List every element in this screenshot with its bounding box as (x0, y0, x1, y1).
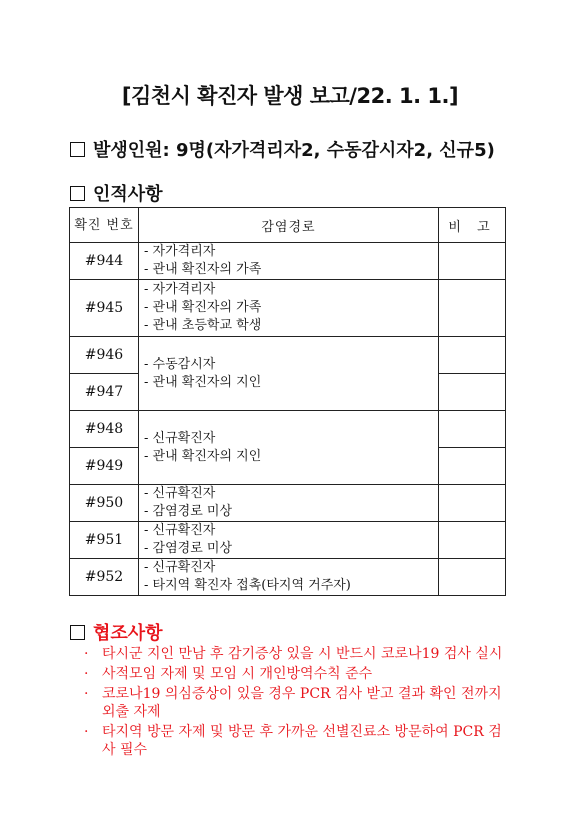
header-note: 비 고 (439, 208, 506, 243)
route-line: - 감염경로 미상 (144, 541, 233, 556)
table-row (70, 522, 506, 559)
note-text: 타시군 지인 만남 후 감기증상 있을 시 반드시 코로나19 검사 실시 (102, 646, 503, 662)
bullet-icon: · (84, 666, 89, 682)
route-line: - 관내 확진자의 가족 (144, 262, 262, 277)
infection-route (139, 559, 439, 596)
checkbox-square-icon (70, 625, 85, 640)
infection-route (139, 280, 439, 337)
route-line: - 관내 초등학교 학생 (144, 318, 262, 333)
list-item (84, 685, 514, 721)
note-cell (439, 374, 506, 411)
list-item (84, 665, 514, 683)
route-line: - 관내 확진자의 지인 (144, 448, 262, 464)
checkbox-square-icon (70, 142, 85, 157)
note-text: 코로나19 의심증상이 있을 경우 PCR 검사 받고 결과 확인 전까지 외출 자제 (102, 686, 502, 720)
case-number: #951 (70, 522, 139, 559)
note-cell (439, 522, 506, 559)
cooperation-list (84, 645, 514, 761)
header-route: 감염경로 (139, 208, 439, 243)
route-line: - 신규확진자 (144, 486, 216, 501)
route-line: - 신규확진자 (144, 430, 216, 446)
table-row (70, 411, 506, 448)
route-line: - 자가격리자 (144, 282, 216, 297)
report-title: [김천시 확진자 발생 보고/22. 1. 1.] (121, 84, 459, 108)
case-number: #948 (70, 411, 139, 448)
note-cell (439, 411, 506, 448)
section-cooperation (70, 619, 163, 645)
note-text: 타지역 방문 자제 및 방문 후 가까운 선별진료소 방문하여 PCR 검사 필수 (102, 724, 502, 758)
note-cell (439, 559, 506, 596)
case-number: #946 (70, 337, 139, 374)
case-number: #950 (70, 485, 139, 522)
case-number: #944 (70, 243, 139, 280)
header-case-number: 확진 번호 (70, 208, 139, 243)
route-line: - 자가격리자 (144, 244, 216, 259)
infection-route (139, 522, 439, 559)
note-cell (439, 243, 506, 280)
table-row (70, 485, 506, 522)
personal-heading: 인적사항 (93, 184, 163, 205)
route-line: - 관내 확진자의 가족 (144, 300, 262, 315)
infection-route (139, 485, 439, 522)
infection-route (139, 243, 439, 280)
occurrence-summary: 발생인원: 9명(자가격리자2, 수동감시자2, 신규5) (93, 140, 495, 161)
list-item (84, 723, 514, 759)
bullet-icon: · (84, 686, 89, 702)
case-number: #945 (70, 280, 139, 337)
table-row (70, 280, 506, 337)
case-number: #947 (70, 374, 139, 411)
cases-body (70, 243, 506, 596)
route-line: - 신규확진자 (144, 523, 216, 538)
route-line: - 타지역 확진자 접촉(타지역 거주자) (144, 578, 351, 593)
list-item (84, 645, 514, 663)
note-cell (439, 337, 506, 374)
cases-table (69, 207, 506, 596)
note-cell (439, 485, 506, 522)
table-row (70, 337, 506, 374)
route-line: - 수동감시자 (144, 356, 216, 372)
table-header-row (70, 208, 506, 243)
note-cell (439, 448, 506, 485)
case-number: #949 (70, 448, 139, 485)
bullet-icon: · (84, 646, 89, 662)
section-occurrence (70, 136, 495, 162)
infection-route (139, 337, 439, 411)
checkbox-square-icon (70, 186, 85, 201)
route-line: - 감염경로 미상 (144, 504, 233, 519)
note-cell (439, 280, 506, 337)
bullet-icon: · (84, 724, 89, 740)
section-personal (70, 180, 163, 206)
note-text: 사적모임 자제 및 모임 시 개인방역수칙 준수 (102, 666, 373, 682)
infection-route (139, 411, 439, 485)
cooperation-heading: 협조사항 (93, 623, 163, 644)
table-row (70, 559, 506, 596)
table-row (70, 243, 506, 280)
route-line: - 관내 확진자의 지인 (144, 374, 262, 390)
case-number: #952 (70, 559, 139, 596)
route-line: - 신규확진자 (144, 560, 216, 575)
